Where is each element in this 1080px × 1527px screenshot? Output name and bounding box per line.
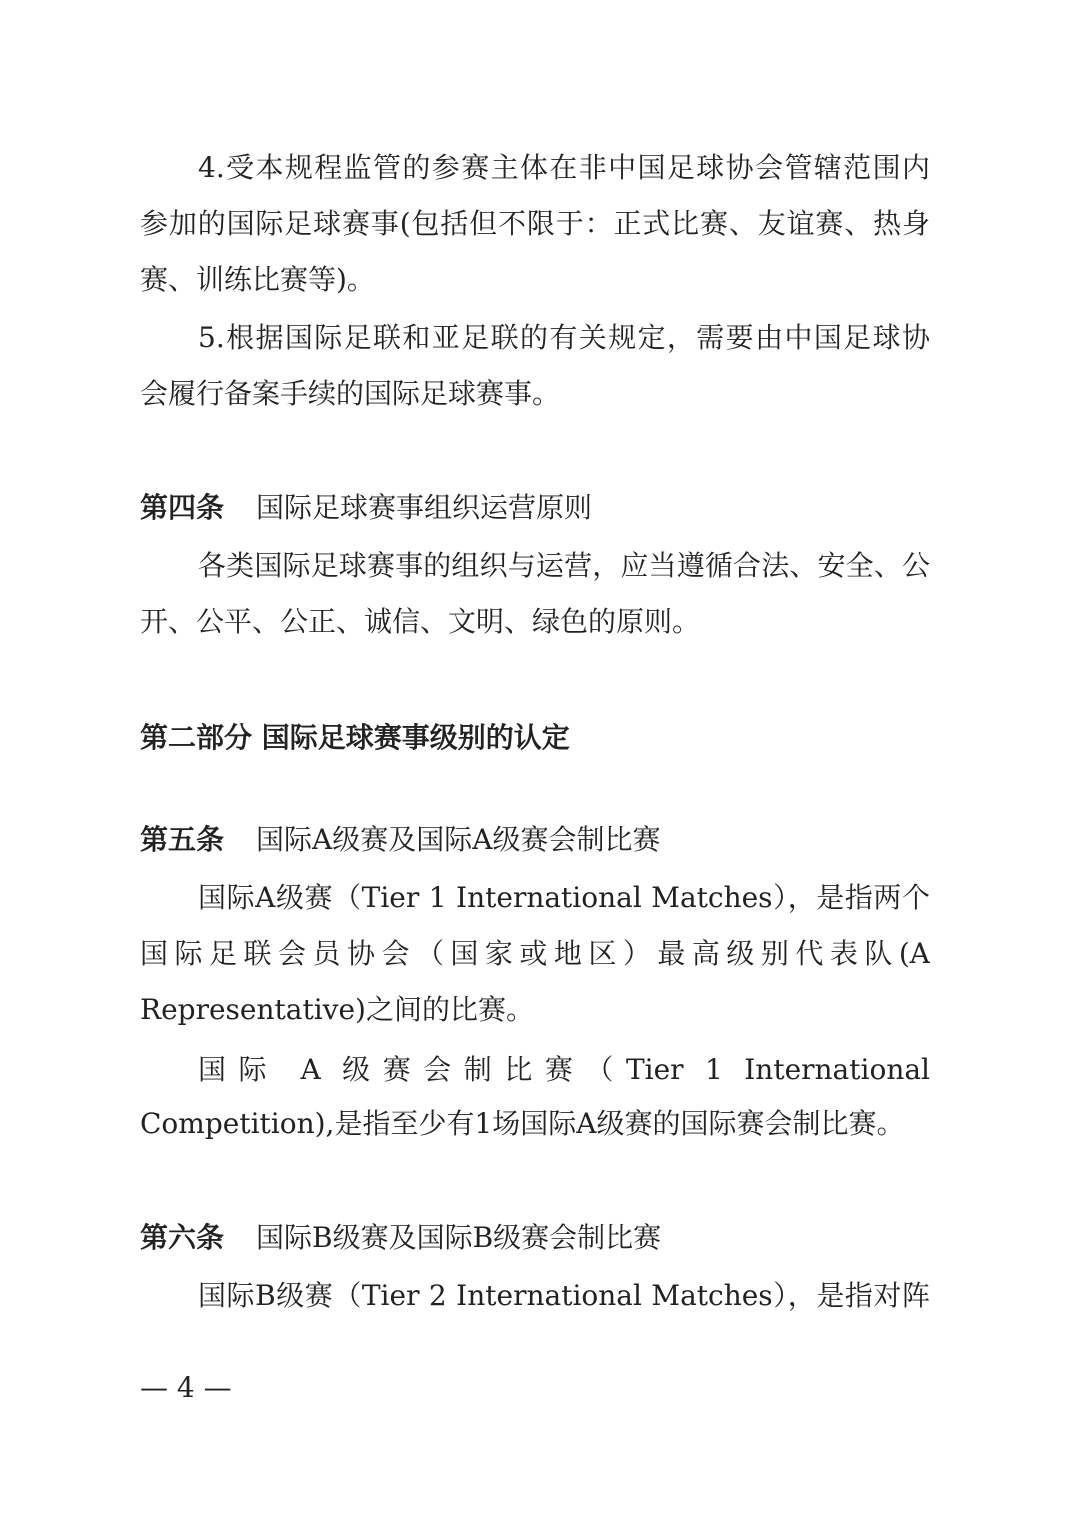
article-4-line-2: 开、公平、公正、诚信、文明、绿色的原则。 [140,605,701,638]
article-4-subtitle: 国际足球赛事组织运营原则 [256,491,593,524]
article-6-subtitle: 国际B级赛及国际B级赛会制比赛 [256,1221,662,1254]
article-5-p1-line-3: Representative)之间的比赛。 [140,993,534,1026]
article-6-title: 第六条 [140,1221,225,1254]
article-5-heading [140,820,1080,860]
article-5-p2-line-1: 国际 A 级赛会制比赛（Tier 1 International [198,1053,930,1086]
article-5-p1-line-2: 国际足联会员协会（国家或地区）最高级别代表队(A [140,937,930,970]
article-4-heading [140,488,1080,528]
article-4-title: 第四条 [140,491,225,524]
item-4-line-3: 赛、训练比赛等)。 [140,263,375,296]
article-6-p1-line-1: 国际B级赛（Tier 2 International Matches），是指对阵 [198,1279,930,1312]
article-5-p2-line-2: Competition),是指至少有1场国际A级赛的国际赛会制比赛。 [140,1107,905,1140]
article-5-title: 第五条 [140,823,225,856]
article-5-p1-line-1: 国际A级赛（Tier 1 International Matches），是指两个 [198,881,930,914]
article-5-subtitle: 国际A级赛及国际A级赛会制比赛 [256,823,661,856]
page-number: — 4 — [140,1371,232,1404]
item-4-line-1: 4.受本规程监管的参赛主体在非中国足球协会管辖范围内 [198,151,930,184]
item-4-line-2: 参加的国际足球赛事(包括但不限于：正式比赛、友谊赛、热身 [140,207,930,240]
item-5-line-1: 5.根据国际足联和亚足联的有关规定，需要由中国足球协 [198,321,930,354]
part-2-heading: 第二部分 国际足球赛事级别的认定 [140,721,570,754]
item-5-line-2: 会履行备案手续的国际足球赛事。 [140,377,561,410]
article-4-line-1: 各类国际足球赛事的组织与运营，应当遵循合法、安全、公 [198,549,930,582]
article-6-heading [140,1218,1080,1258]
